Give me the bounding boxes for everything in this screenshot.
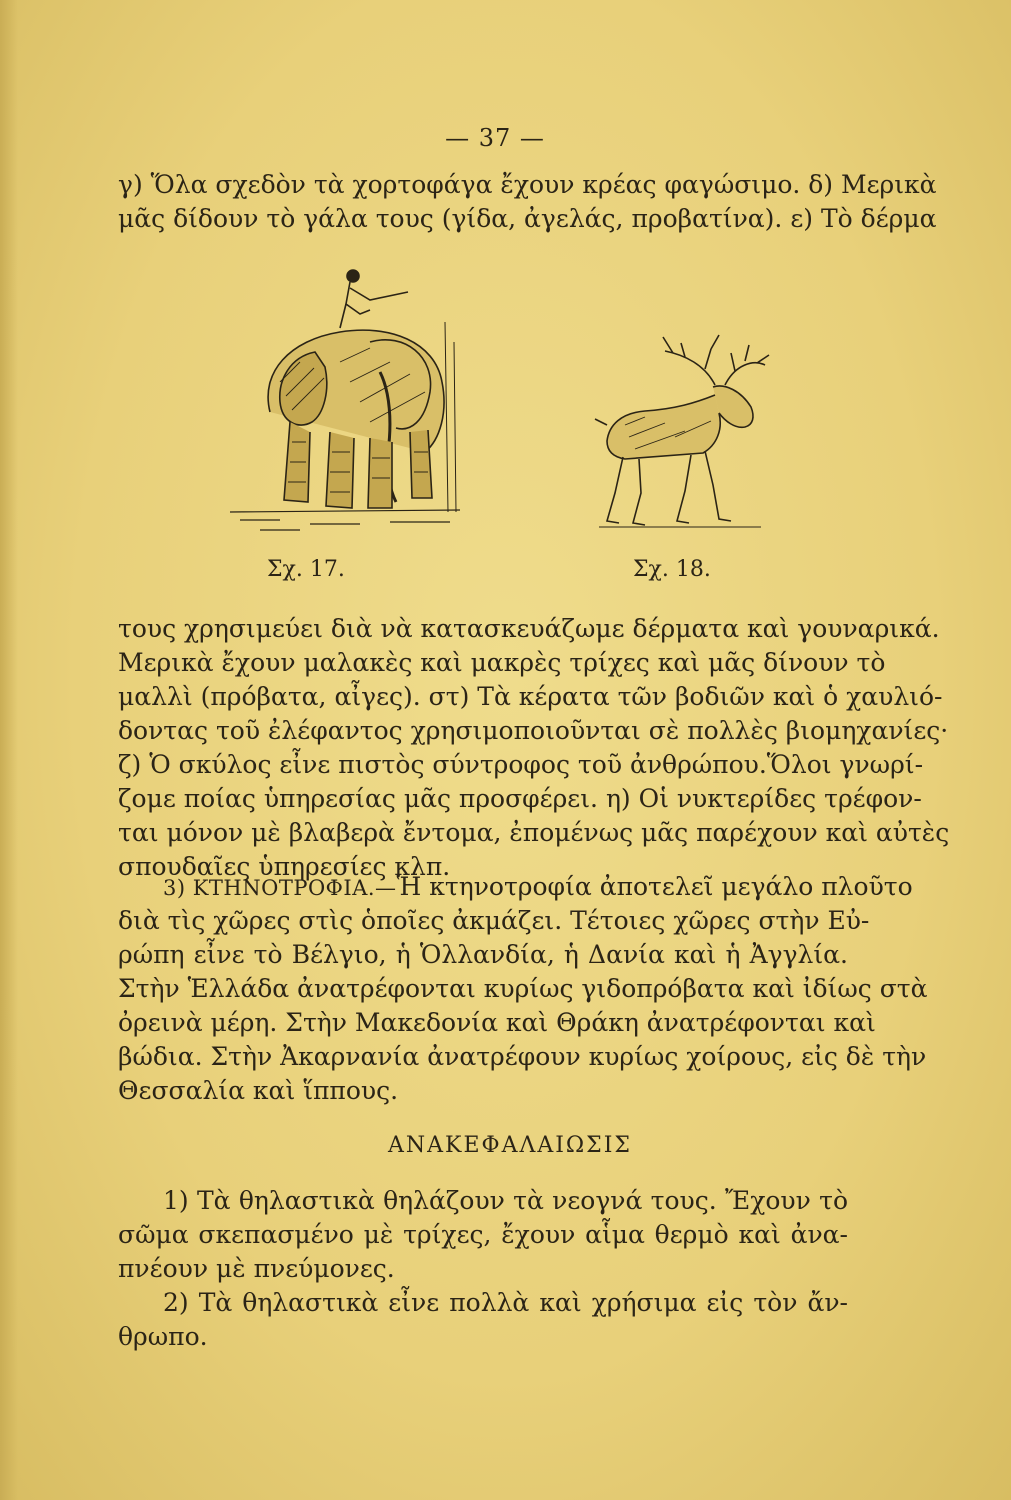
text-line: Μερικὰ ἔχουν μαλακὲς καὶ μακρὲς τρίχες καὶ μᾶς δίνουν τὸ [118,648,886,677]
text-line: ζ) Ὁ σκύλος εἶνε πιστὸς σύντροφος τοῦ ἀνθρώπου.Ὅλοι γνωρί- [118,750,924,779]
text-line: μᾶς δίδουν τὸ γάλα τους (γίδα, ἀγελάς, προβατίνα). ε) Τὸ δέρμα [118,204,937,233]
text-line: ζομε ποίας ὑπηρεσίας μᾶς προσφέρει. η) Οἱ νυκτερίδες τρέφον- [118,784,922,813]
text-line: ται μόνον μὲ βλαβερὰ ἔντομα, ἐπομένως μᾶς παρέχουν καὶ αὐτὲς [118,818,950,847]
summary-title: ΑΝΑΚΕΦΑΛΑΙΩΣΙΣ [388,1133,632,1158]
text-line: διὰ τὶς χῶρες στὶς ὁποῖες ἀκμάζει. Τέτοιες χῶρες στὴν Εὐ- [118,906,870,935]
section-3-first-line-text: Ἡ κτηνοτροφία ἀποτελεῖ μεγάλο πλοῦτο [396,872,913,901]
section-3-heading: 3) ΚΤΗΝΟΤΡΟΦΙΑ.— [163,876,397,900]
text-line: γ) Ὅλα σχεδὸν τὰ χορτοφάγα ἔχουν κρέας φαγώσιμο. δ) Μερικὰ [118,170,937,199]
text-line: πνέουν μὲ πνεύμονες. [118,1254,395,1283]
text-line: θρωπο. [118,1322,208,1351]
text-line: Θεσσαλία καὶ ἵππους. [118,1076,399,1105]
section-3-livestock [118,870,928,1108]
figure-17-elephant [220,262,470,542]
text-line: 2) Τὰ θηλαστικὰ εἶνε πολλὰ καὶ χρήσιμα εἰς τὸν ἄν- [163,1288,848,1317]
figure-18-reindeer [585,325,775,535]
figure-18-caption: Σχ. 18. [633,557,711,582]
text-line: δοντας τοῦ ἐλέφαντος χρησιμοποιοῦνται σὲ πολλὲς βιομηχανίες· [118,716,949,745]
text-line: τους χρησιμεύει διὰ νὰ κατασκευάζωμε δέρματα καὶ γουναρικά. [118,614,940,643]
elephant-icon [220,262,470,542]
middle-paragraph [118,612,950,884]
reindeer-icon [585,325,775,535]
text-line: βώδια. Στὴν Ἀκαρνανία ἀνατρέφουν κυρίως χοίρους, εἰς δὲ τὴν [118,1042,927,1071]
text-line: ρώπη εἶνε τὸ Βέλγιο, ἡ Ὁλλανδία, ἡ Δανία καὶ ἡ Ἀγγλία. [118,940,848,969]
page-edge-shadow [0,0,18,1500]
text-line: 1) Τὰ θηλαστικὰ θηλάζουν τὰ νεογνά τους. Ἔχουν τὸ [163,1186,848,1215]
text-line: ὀρεινὰ μέρη. Στὴν Μακεδονία καὶ Θράκη ἀνατρέφονται καὶ [118,1008,876,1037]
page-number: — 37 — [445,124,545,152]
summary-paragraph [118,1184,848,1354]
top-paragraph [118,168,937,236]
text-line: μαλλὶ (πρόβατα, αἶγες). στ) Τὰ κέρατα τῶν βοδιῶν καὶ ὁ χαυλιό- [118,682,943,711]
text-line: Στὴν Ἑλλάδα ἀνατρέφονται κυρίως γιδοπρόβατα καὶ ἰδίως στὰ [118,974,928,1003]
figure-17-caption: Σχ. 17. [267,557,345,582]
section-3-first-line [118,870,913,904]
text-line: σπουδαῖες ὑπηρεσίες κλπ. [118,852,451,881]
text-line: σῶμα σκεπασμένο μὲ τρίχες, ἔχουν αἷμα θερμὸ καὶ ἀνα- [118,1220,848,1249]
